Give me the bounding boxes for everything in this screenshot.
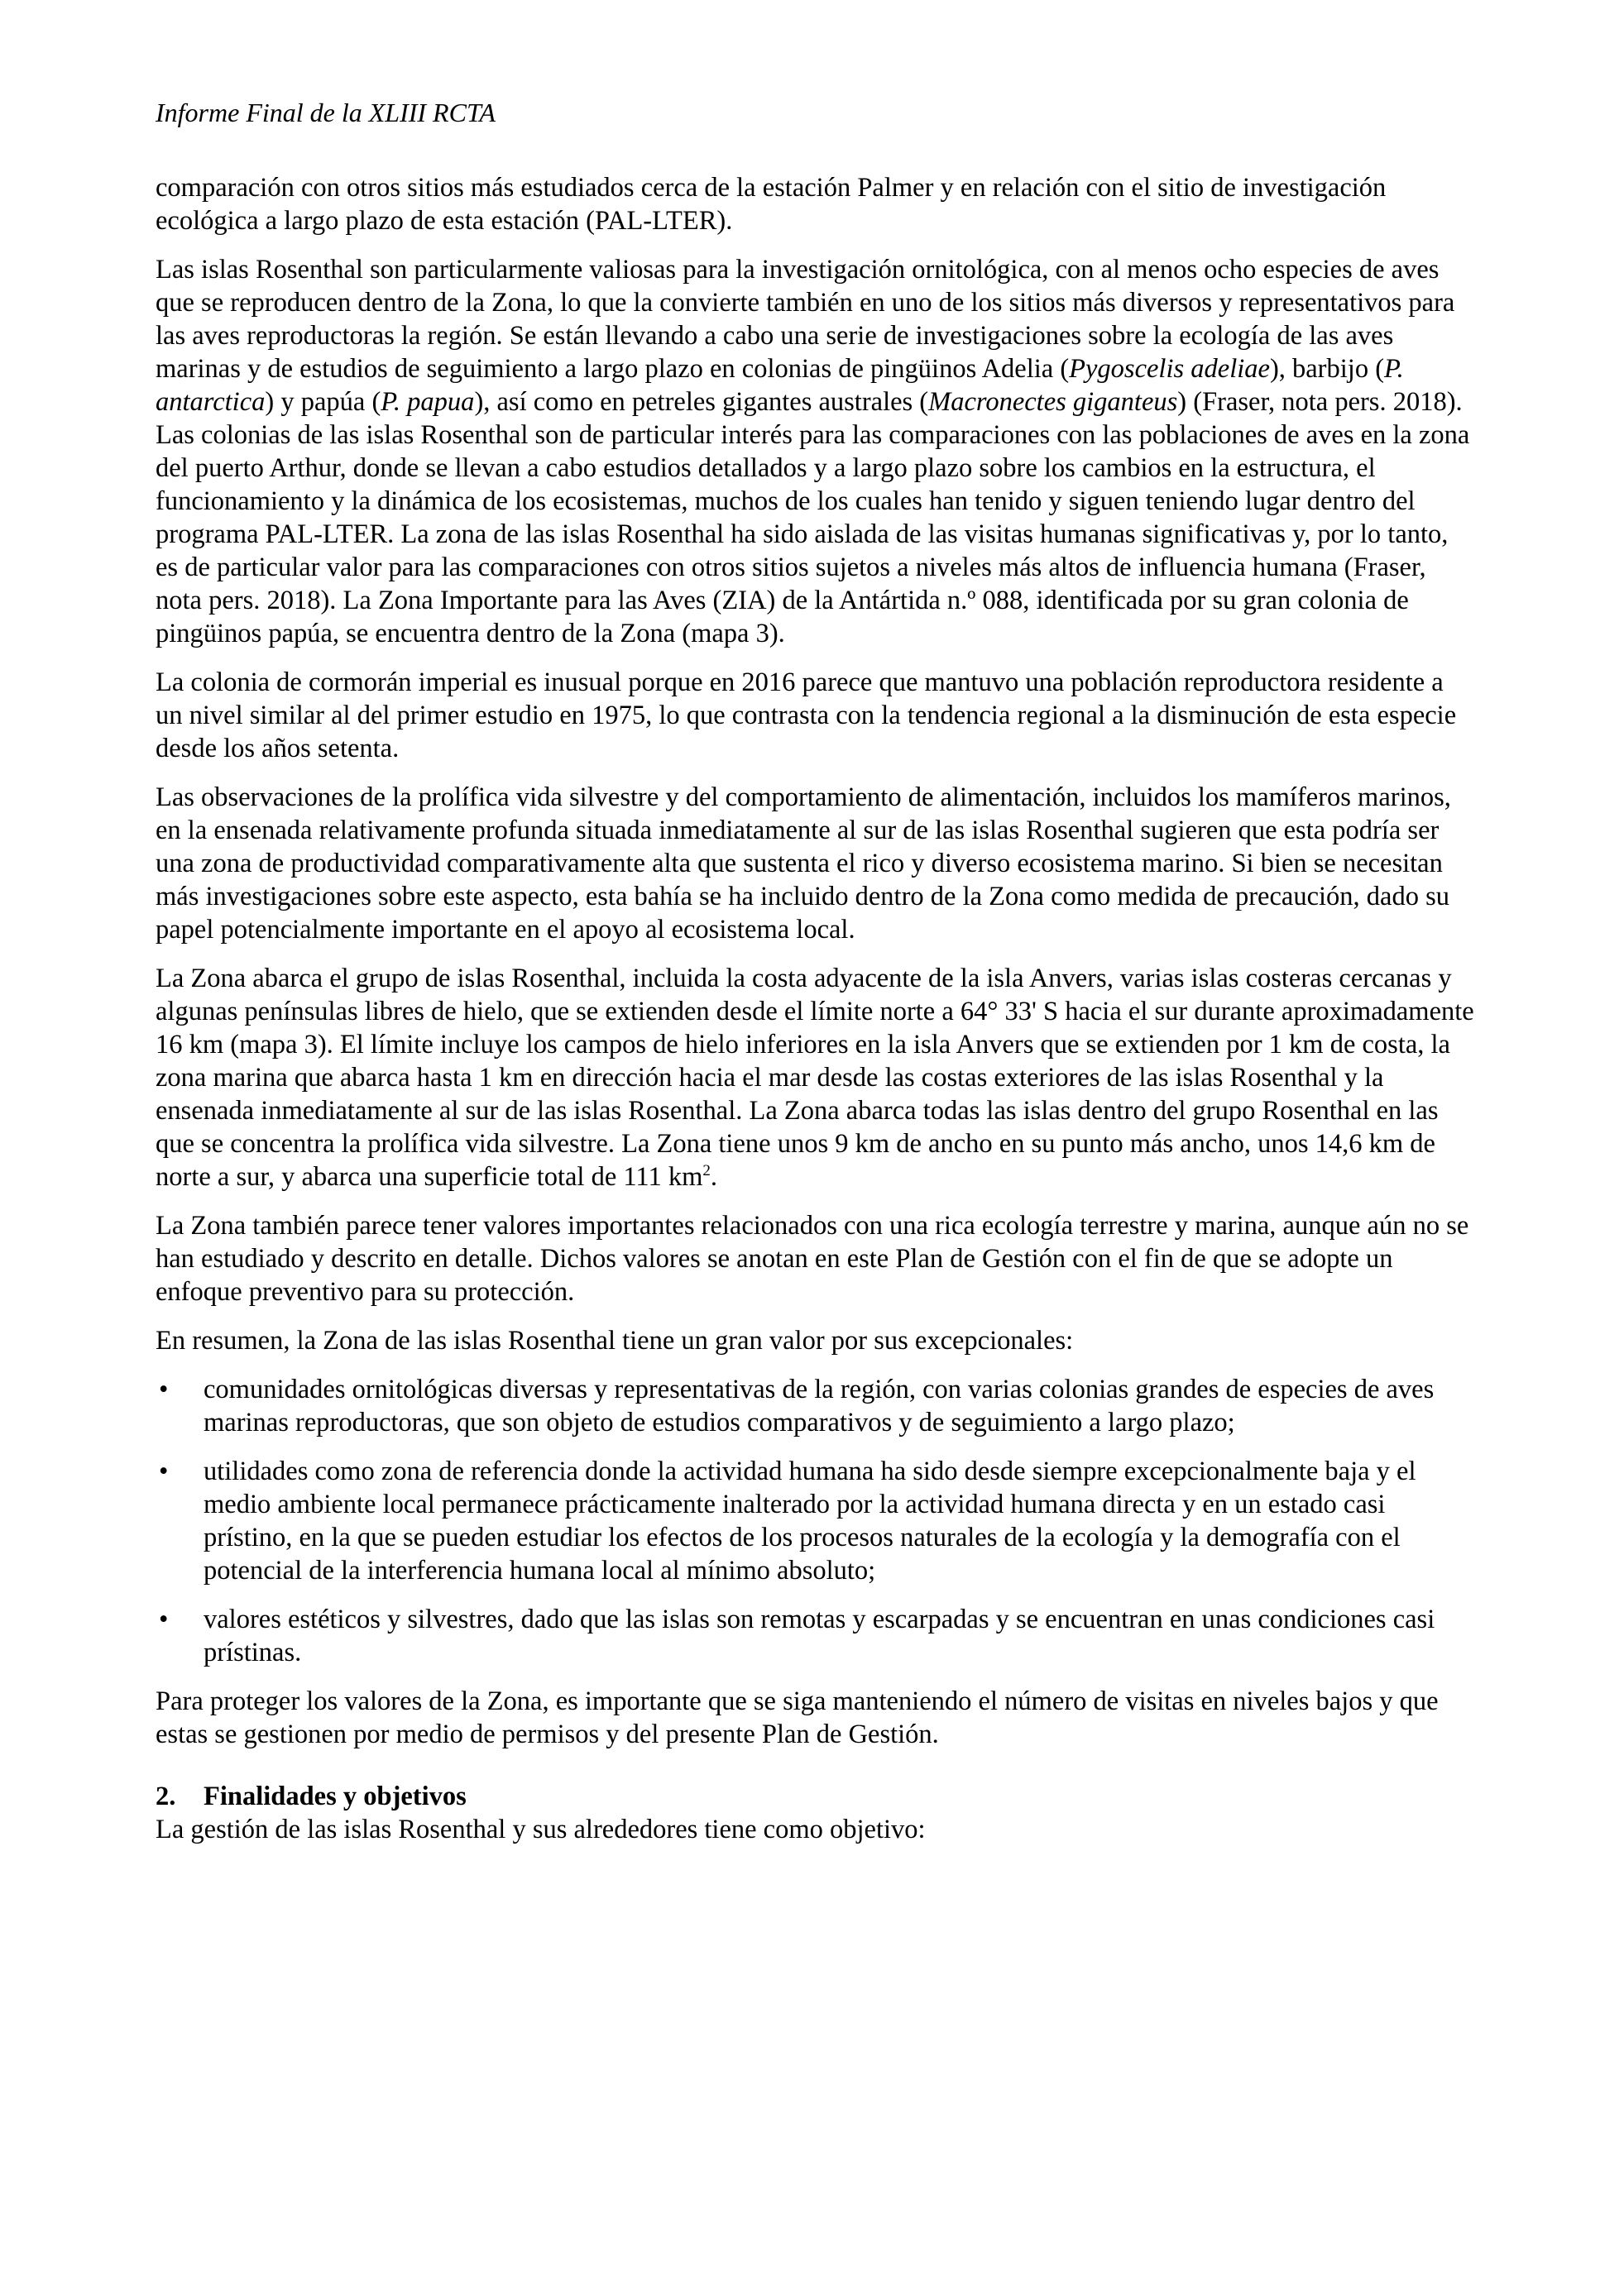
list-item: [156, 1603, 1475, 1669]
text-run: ) y papúa (: [265, 387, 381, 417]
paragraph-zone-extent: [156, 962, 1475, 1193]
list-item-text: utilidades como zona de referencia donde la actividad humana ha sido desde siempre excepcionalmente baja y el medio ambiente local permanece prácticamente inalterado por la actividad humana directa y en un estado casi prístino, en la que se pueden estudiar los efectos de los procesos naturales de la ecología y la demografía con el potencial de la interferencia humana local al mínimo absoluto;: [204, 1457, 1416, 1586]
paragraph-cormorant-colony: La colonia de cormorán imperial es inusual porque en 2016 parece que mantuvo una población reproductora residente a un nivel similar al del primer estudio en 1975, lo que contrasta con la tendencia regional a la disminución de esta especie desde los años setenta.: [156, 667, 1457, 763]
paragraph-summary-intro: En resumen, la Zona de las islas Rosenthal tiene un gran valor por sus excepcionales:: [156, 1326, 1074, 1356]
paragraph-terrestrial-values: La Zona también parece tener valores importantes relacionados con una rica ecología terrestre y marina, aunque aún no se han estudiado y descrito en detalle. Dichos valores se anotan en este Plan de Gestión con el fin de que se adopte un enfoque preventivo para su protección.: [156, 1211, 1469, 1307]
section-heading: [156, 1780, 1475, 1813]
bullet-icon: •: [159, 1605, 169, 1634]
list-item: [156, 1373, 1475, 1439]
values-list: [156, 1373, 1475, 1669]
text-run: ), barbijo (: [1269, 354, 1385, 384]
section-title: Finalidades y objetivos: [204, 1782, 467, 1811]
species-name: P. papua: [381, 387, 475, 417]
list-item: [156, 1455, 1475, 1587]
list-item-text: comunidades ornitológicas diversas y representativas de la región, con varias colonias grandes de especies de aves marinas reproductoras, que son objeto de estudios comparativos y de seguimiento a largo plazo;: [204, 1375, 1435, 1437]
species-name: Macronectes giganteus: [928, 387, 1178, 417]
page-header: Informe Final de la XLIII RCTA: [156, 98, 496, 127]
document-body: [156, 171, 1475, 1862]
text-run: Las islas Rosenthal son particularmente valiosas para la investigación ornitológica, con al menos ocho especies de aves que se reproducen dentro de la Zona, lo que la convierte también en uno de los sitios más diversos y representativos para las aves reproductoras la región. Se están llevando a cabo una serie de investigaciones sobre la ecología de las aves marinas y de estudios de seguimiento a largo plazo en colonias de pingüinos Adelia (: [156, 255, 1455, 384]
bullet-icon: •: [159, 1457, 169, 1486]
section-intro: La gestión de las islas Rosenthal y sus alrededores tiene como objetivo:: [156, 1815, 926, 1844]
species-name: P. antarctica: [156, 354, 1404, 417]
list-item-text: valores estéticos y silvestres, dado que las islas son remotas y escarpadas y se encuentran en unas condiciones casi prístinas.: [204, 1605, 1435, 1667]
species-name: Pygoscelis adeliae: [1069, 354, 1270, 384]
text-run: ), así como en petreles gigantes australes (: [474, 387, 929, 417]
section-number: 2.: [156, 1782, 176, 1811]
text-run: .: [710, 1162, 718, 1192]
paragraph-palmer-comparison: comparación con otros sitios más estudiados cerca de la estación Palmer y en relación con el sitio de investigación ecológica a largo plazo de esta estación (PAL-LTER).: [156, 173, 1387, 236]
paragraph-protection: Para proteger los valores de la Zona, es importante que se siga manteniendo el número de visitas en niveles bajos y que estas se gestionen por medio de permisos y del presente Plan de Gestión.: [156, 1686, 1439, 1749]
text-run: ) (Fraser, nota pers. 2018). Las colonias de las islas Rosenthal son de particular interés para las comparaciones con las poblaciones de aves en la zona del puerto Arthur, donde se llevan a cabo estudios detallados y a largo plazo sobre los cambios en la estructura, el funcionamiento y la dinámica de los ecosistemas, muchos de los cuales han tenido y siguen teniendo lugar dentro del programa PAL-LTER. La zona de las islas Rosenthal ha sido aislada de las visitas humanas significativas y, por lo tanto, es de particular valor para las comparaciones con otros sitios sujetos a niveles más altos de influencia humana (Fraser, nota pers. 2018). La Zona Importante para las Aves (ZIA) de la Antártida n.º 088, identificada por su gran colonia de pingüinos papúa, se encuentra dentro de la Zona (mapa 3).: [156, 387, 1470, 648]
paragraph-marine-productivity: Las observaciones de la prolífica vida silvestre y del comportamiento de alimentación, incluidos los mamíferos marinos, en la ensenada relativamente profunda situada inmediatamente al sur de las islas Rosenthal sugieren que esta podría ser una zona de productividad comparativamente alta que sustenta el rico y diverso ecosistema marino. Si bien se necesitan más investigaciones sobre este aspecto, esta bahía se ha incluido dentro de la Zona como medida de precaución, dado su papel potencialmente importante en el apoyo al ecosistema local.: [156, 782, 1451, 945]
superscript: 2: [702, 1162, 711, 1180]
paragraph-ornithological-research: [156, 253, 1475, 650]
text-run: La Zona abarca el grupo de islas Rosenthal, incluida la costa adyacente de la isla Anvers, varias islas costeras cercanas y algunas penínsulas libres de hielo, que se extienden desde el límite norte a 64° 33' S hacia el sur durante aproximadamente 16 km (mapa 3). El límite incluye los campos de hielo inferiores en la isla Anvers que se extienden por 1 km de costa, la zona marina que abarca hasta 1 km en dirección hacia el mar desde las costas exteriores de las islas Rosenthal y la ensenada inmediatamente al sur de las islas Rosenthal. La Zona abarca todas las islas dentro del grupo Rosenthal en las que se concentra la prolífica vida silvestre. La Zona tiene unos 9 km de ancho en su punto más ancho, unos 14,6 km de norte a sur, y abarca una superficie total de 111 km: [156, 964, 1474, 1192]
bullet-icon: •: [159, 1375, 169, 1404]
